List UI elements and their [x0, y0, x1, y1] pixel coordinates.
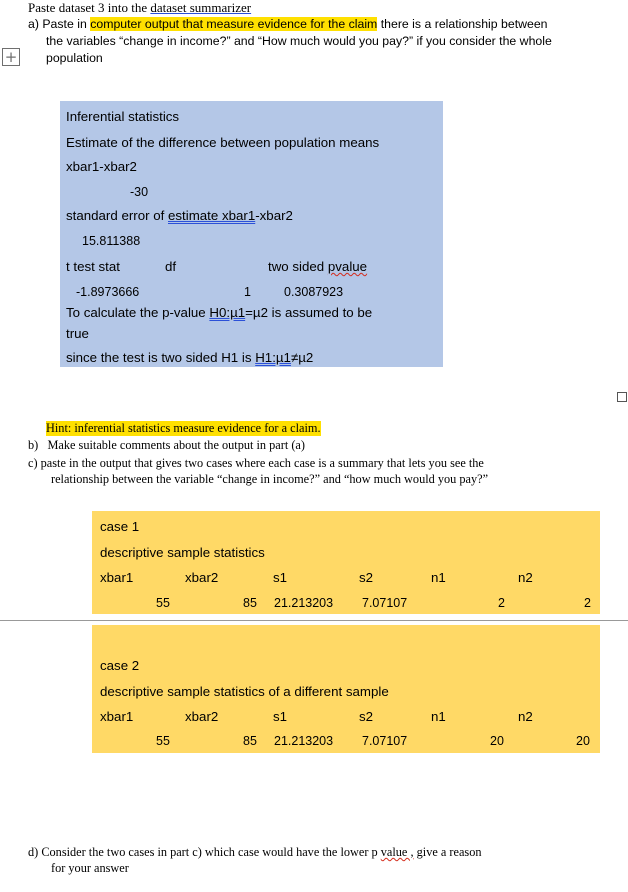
case2-value-s1: 21.213203: [274, 734, 334, 748]
case2-title: case 2: [100, 658, 140, 673]
part-b: [28, 438, 305, 453]
part-c-line2: relationship between the variable “change in income?” and “how much would you pay?”: [51, 472, 489, 486]
estimate-label: Estimate of the difference between population means: [66, 135, 380, 150]
note2: [66, 350, 313, 365]
case1-box: [92, 511, 600, 614]
case1-subtitle: descriptive sample statistics: [100, 545, 265, 560]
note1: [66, 305, 372, 320]
case2-header-s1: s1: [273, 709, 288, 724]
dataset-summarizer-link[interactable]: dataset summarizer: [150, 0, 252, 15]
note2-pre: since the test is two sided H1 is: [66, 350, 256, 365]
hint-text: Hint: inferential statistics measure evidence for a claim.: [46, 421, 321, 435]
case1-value-xbar1: 55: [156, 596, 170, 610]
plus-icon[interactable]: +: [2, 48, 20, 66]
inferential-statistics-box: [60, 101, 443, 367]
se-value: 15.811388: [82, 234, 141, 248]
case2-value-xbar1: 55: [156, 734, 170, 748]
p-value: 0.3087923: [284, 285, 344, 299]
case1-header-n1: n1: [431, 570, 446, 585]
case1-value-s1: 21.213203: [274, 596, 334, 610]
df-value: 1: [244, 285, 251, 299]
case2-subtitle: descriptive sample statistics of a different sample: [100, 684, 389, 699]
case1-value-xbar2: 85: [243, 596, 257, 610]
note1-post: =µ2 is assumed to be: [245, 305, 373, 320]
part-c-line1: paste in the output that gives two cases where each case is a summary that lets you see the: [40, 456, 484, 470]
checkbox-icon[interactable]: [617, 392, 627, 402]
part-c-label: c): [28, 456, 38, 470]
case2-header-n2: n2: [518, 709, 533, 724]
part-a-line3: population: [46, 51, 103, 65]
part-a-label: a): [28, 17, 39, 31]
col-ttest: t test stat: [66, 259, 120, 274]
part-b-label: b): [28, 438, 39, 452]
page-divider: [0, 620, 628, 621]
case1-header-xbar2: xbar2: [185, 570, 219, 585]
case1-value-n2: 2: [584, 596, 591, 610]
part-d-link: value ,: [380, 845, 414, 859]
note2-post: ≠µ2: [290, 350, 314, 365]
case2-header-xbar2: xbar2: [185, 709, 219, 724]
case2-value-n2: 20: [576, 734, 590, 748]
title-prefix: Paste dataset 3 into the: [28, 0, 151, 15]
case2-box: [92, 625, 600, 753]
col-pvalue-link: pvalue: [327, 259, 368, 274]
case1-header-n2: n2: [518, 570, 533, 585]
note1-line2: true: [66, 326, 89, 341]
part-d: [28, 845, 482, 860]
inferential-heading: Inferential statistics: [66, 109, 180, 124]
case1-value-s2: 7.07107: [362, 596, 408, 610]
part-d-post: give a reason: [416, 845, 482, 859]
part-d-line2: for your answer: [51, 861, 129, 875]
case1-title: case 1: [100, 519, 140, 534]
part-a-highlight: computer output that measure evidence for the claim: [90, 17, 378, 31]
col-pvalue-pre: two sided: [268, 259, 328, 274]
se-label-post: -xbar2: [255, 208, 293, 223]
se-label-link: estimate xbar1: [168, 208, 256, 223]
part-a-line2: the variables “change in income?” and “How much would you pay?” if you consider the whole: [46, 34, 552, 48]
t-value: -1.8973666: [76, 285, 140, 299]
note2-link: H1:µ1: [255, 350, 291, 365]
col-df: df: [165, 259, 177, 274]
part-a-post: there is a relationship between: [377, 17, 548, 31]
case1-value-n1: 2: [498, 596, 505, 610]
case1-header-s1: s1: [273, 570, 288, 585]
se-label-pre: standard error of: [66, 208, 168, 223]
case2-value-xbar2: 85: [243, 734, 257, 748]
xbar-label: xbar1-xbar2: [66, 159, 137, 174]
case1-header-xbar1: xbar1: [100, 570, 134, 585]
case2-header-s2: s2: [359, 709, 374, 724]
part-b-text: Make suitable comments about the output in part (a): [47, 438, 305, 452]
part-d-label: d): [28, 845, 39, 859]
case2-header-n1: n1: [431, 709, 446, 724]
se-label: [66, 208, 293, 223]
part-a-pre: Paste in: [42, 17, 91, 31]
note1-link: H0:µ1: [209, 305, 246, 320]
case1-header-s2: s2: [359, 570, 374, 585]
case2-header-xbar1: xbar1: [100, 709, 134, 724]
case2-value-s2: 7.07107: [362, 734, 408, 748]
page-title: [28, 0, 251, 16]
xbar-value: -30: [130, 185, 149, 199]
part-c: [28, 456, 484, 471]
part-a: [28, 16, 552, 67]
col-pvalue: [268, 259, 367, 274]
part-d-pre: Consider the two cases in part c) which case would have the lower p: [41, 845, 381, 859]
note1-pre: To calculate the p-value: [66, 305, 210, 320]
case2-value-n1: 20: [490, 734, 504, 748]
